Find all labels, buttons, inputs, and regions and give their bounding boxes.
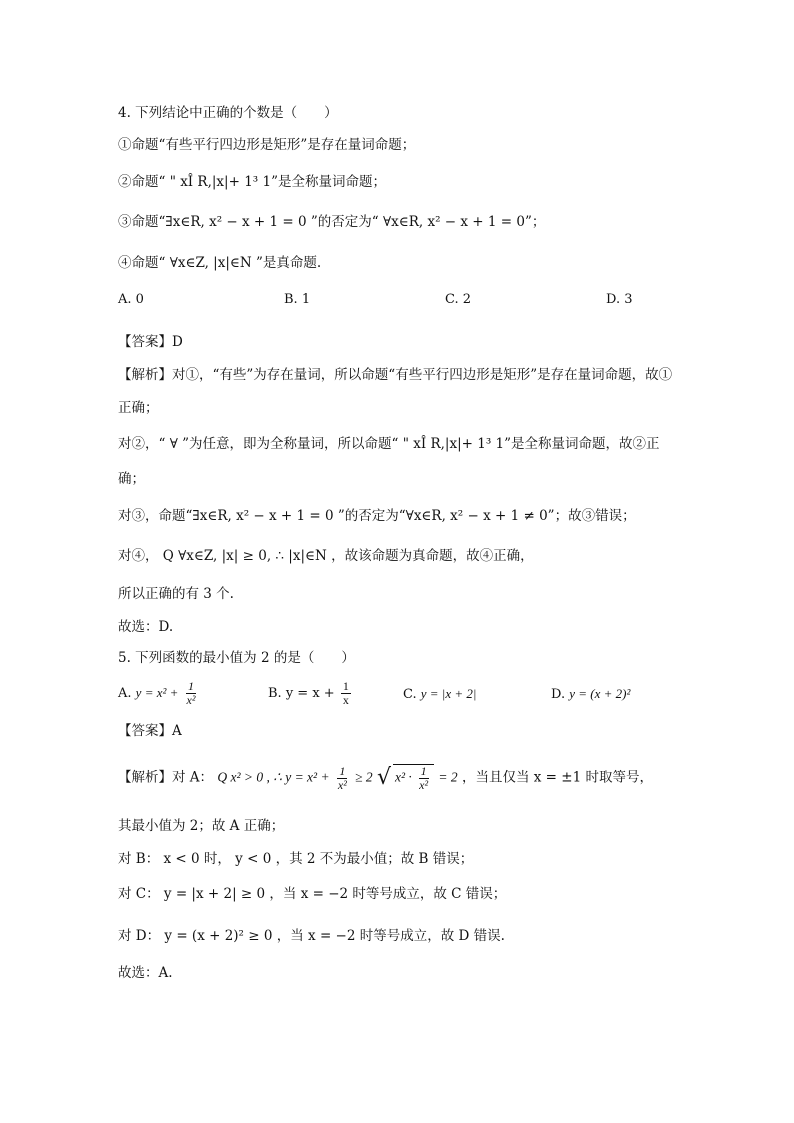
question-4-stem: 4. 下列结论中正确的个数是（ ） (118, 105, 338, 121)
statement-1: ①命题“有些平行四边形是矩形”是存在量词命题； (118, 137, 416, 153)
q5-option-b-expr: y = x + (285, 686, 335, 701)
q5-option-a-label: A. (118, 686, 132, 701)
q5-option-b (268, 680, 353, 707)
q4-choose: 故选：D. (118, 619, 174, 635)
q5-explanation-1-fraction (336, 765, 349, 792)
q5-option-a (118, 680, 199, 707)
q5-explanation-1-math2: ≥ 2 (355, 769, 373, 785)
question-5-stem: 5. 下列函数的最小值为 2 的是（ ） (118, 650, 355, 666)
q5-option-a-fraction (185, 680, 198, 707)
q5-choose: 故选：A. (118, 965, 173, 981)
fraction-denominator: x² (337, 777, 347, 792)
q5-option-c-label: C. (403, 687, 417, 702)
q5-option-c (403, 684, 477, 705)
sqrt-fraction (417, 765, 430, 792)
q5-option-c-expr: y = |x + 2| (420, 686, 477, 701)
q5-option-b-fraction (341, 680, 351, 707)
q5-option-a-expr: y = x² + (135, 685, 179, 700)
q5-explanation-3: 对 C： y = |x + 2| ≥ 0 ，当 x = −2 时等号成立，故 C 错误； (118, 886, 507, 902)
q4-explanation-1b: 正确； (118, 400, 159, 416)
q4-explanation-3: 对③，命题“∃x∈R, x² − x + 1 = 0 ”的否定为“∀x∈R, x² − x + 1 ≠ 0”；故③错误； (118, 508, 636, 524)
q5-explanation-4: 对 D： y = (x + 2)² ≥ 0 ，当 x = −2 时等号成立，故 D 错误. (118, 928, 505, 944)
fraction-numerator: 1 (339, 763, 346, 778)
q5-option-d (551, 684, 630, 705)
q5-option-d-label: D. (551, 687, 566, 702)
q5-option-d-expr: y = (x + 2)² (569, 686, 631, 701)
q5-explanation-1-math3: = 2 (438, 769, 458, 785)
fraction-denominator: x² (419, 778, 429, 792)
statement-2: ②命题“ " xÎ R,|x|+ 1³ 1”是全称量词命题； (118, 174, 386, 190)
q5-explanation-1-suffix: ，当且仅当 x = ±1 时取等号， (461, 769, 653, 786)
fraction-numerator: 1 (188, 679, 195, 693)
q4-explanation-2: 对②，“ ∀ ”为任意，即为全称量词，所以命题“ " xÎ R,|x|+ 1³ 1”是全称量词命题，故②正 (118, 436, 660, 452)
q5-option-b-label: B. (268, 686, 282, 701)
q4-option-b: B. 1 (284, 292, 311, 307)
q5-explanation-1 (118, 764, 653, 792)
square-root-icon: √ (376, 765, 391, 790)
q5-explanation-2: 对 B： x < 0 时， y < 0 ，其 2 不为最小值；故 B 错误； (118, 851, 474, 867)
q4-explanation-4: 对④， Q ∀x∈Z, |x| ≥ 0, ∴ |x|∈N ，故该命题为真命题，故④正确， (118, 548, 534, 564)
q4-explanation-1: 【解析】对①，“有些”为存在量词，所以命题“有些平行四边形是矩形”是存在量词命题，故① (118, 367, 673, 383)
fraction-numerator: 1 (420, 764, 427, 778)
q5-explanation-1-sqrt (393, 764, 434, 792)
q5-explanation-1-prefix: 【解析】对 A： (118, 769, 214, 786)
q4-answer: 【答案】D (118, 334, 183, 350)
fraction-denominator: x (342, 693, 349, 707)
fraction-numerator: 1 (342, 679, 349, 693)
statement-3: ③命题“∃x∈R, x² − x + 1 = 0 ”的否定为“ ∀x∈R, x² − x + 1 = 0”； (118, 214, 546, 230)
q4-option-c: C. 2 (445, 292, 472, 307)
fraction-denominator: x² (186, 693, 196, 707)
q4-option-d: D. 3 (606, 292, 633, 307)
q4-explanation-5: 所以正确的有 3 个. (118, 586, 234, 602)
q4-explanation-2b: 确； (118, 471, 145, 487)
q5-explanation-1-math1: Q x² > 0 , ∴ y = x² + (217, 769, 330, 785)
q5-answer: 【答案】A (118, 723, 182, 739)
sqrt-content: x² · (395, 769, 412, 785)
statement-4: ④命题“ ∀x∈Z, |x|∈N ”是真命题. (118, 255, 322, 271)
q4-option-a: A. 0 (118, 292, 144, 307)
q5-explanation-1b: 其最小值为 2；故 A 正确； (118, 818, 285, 834)
